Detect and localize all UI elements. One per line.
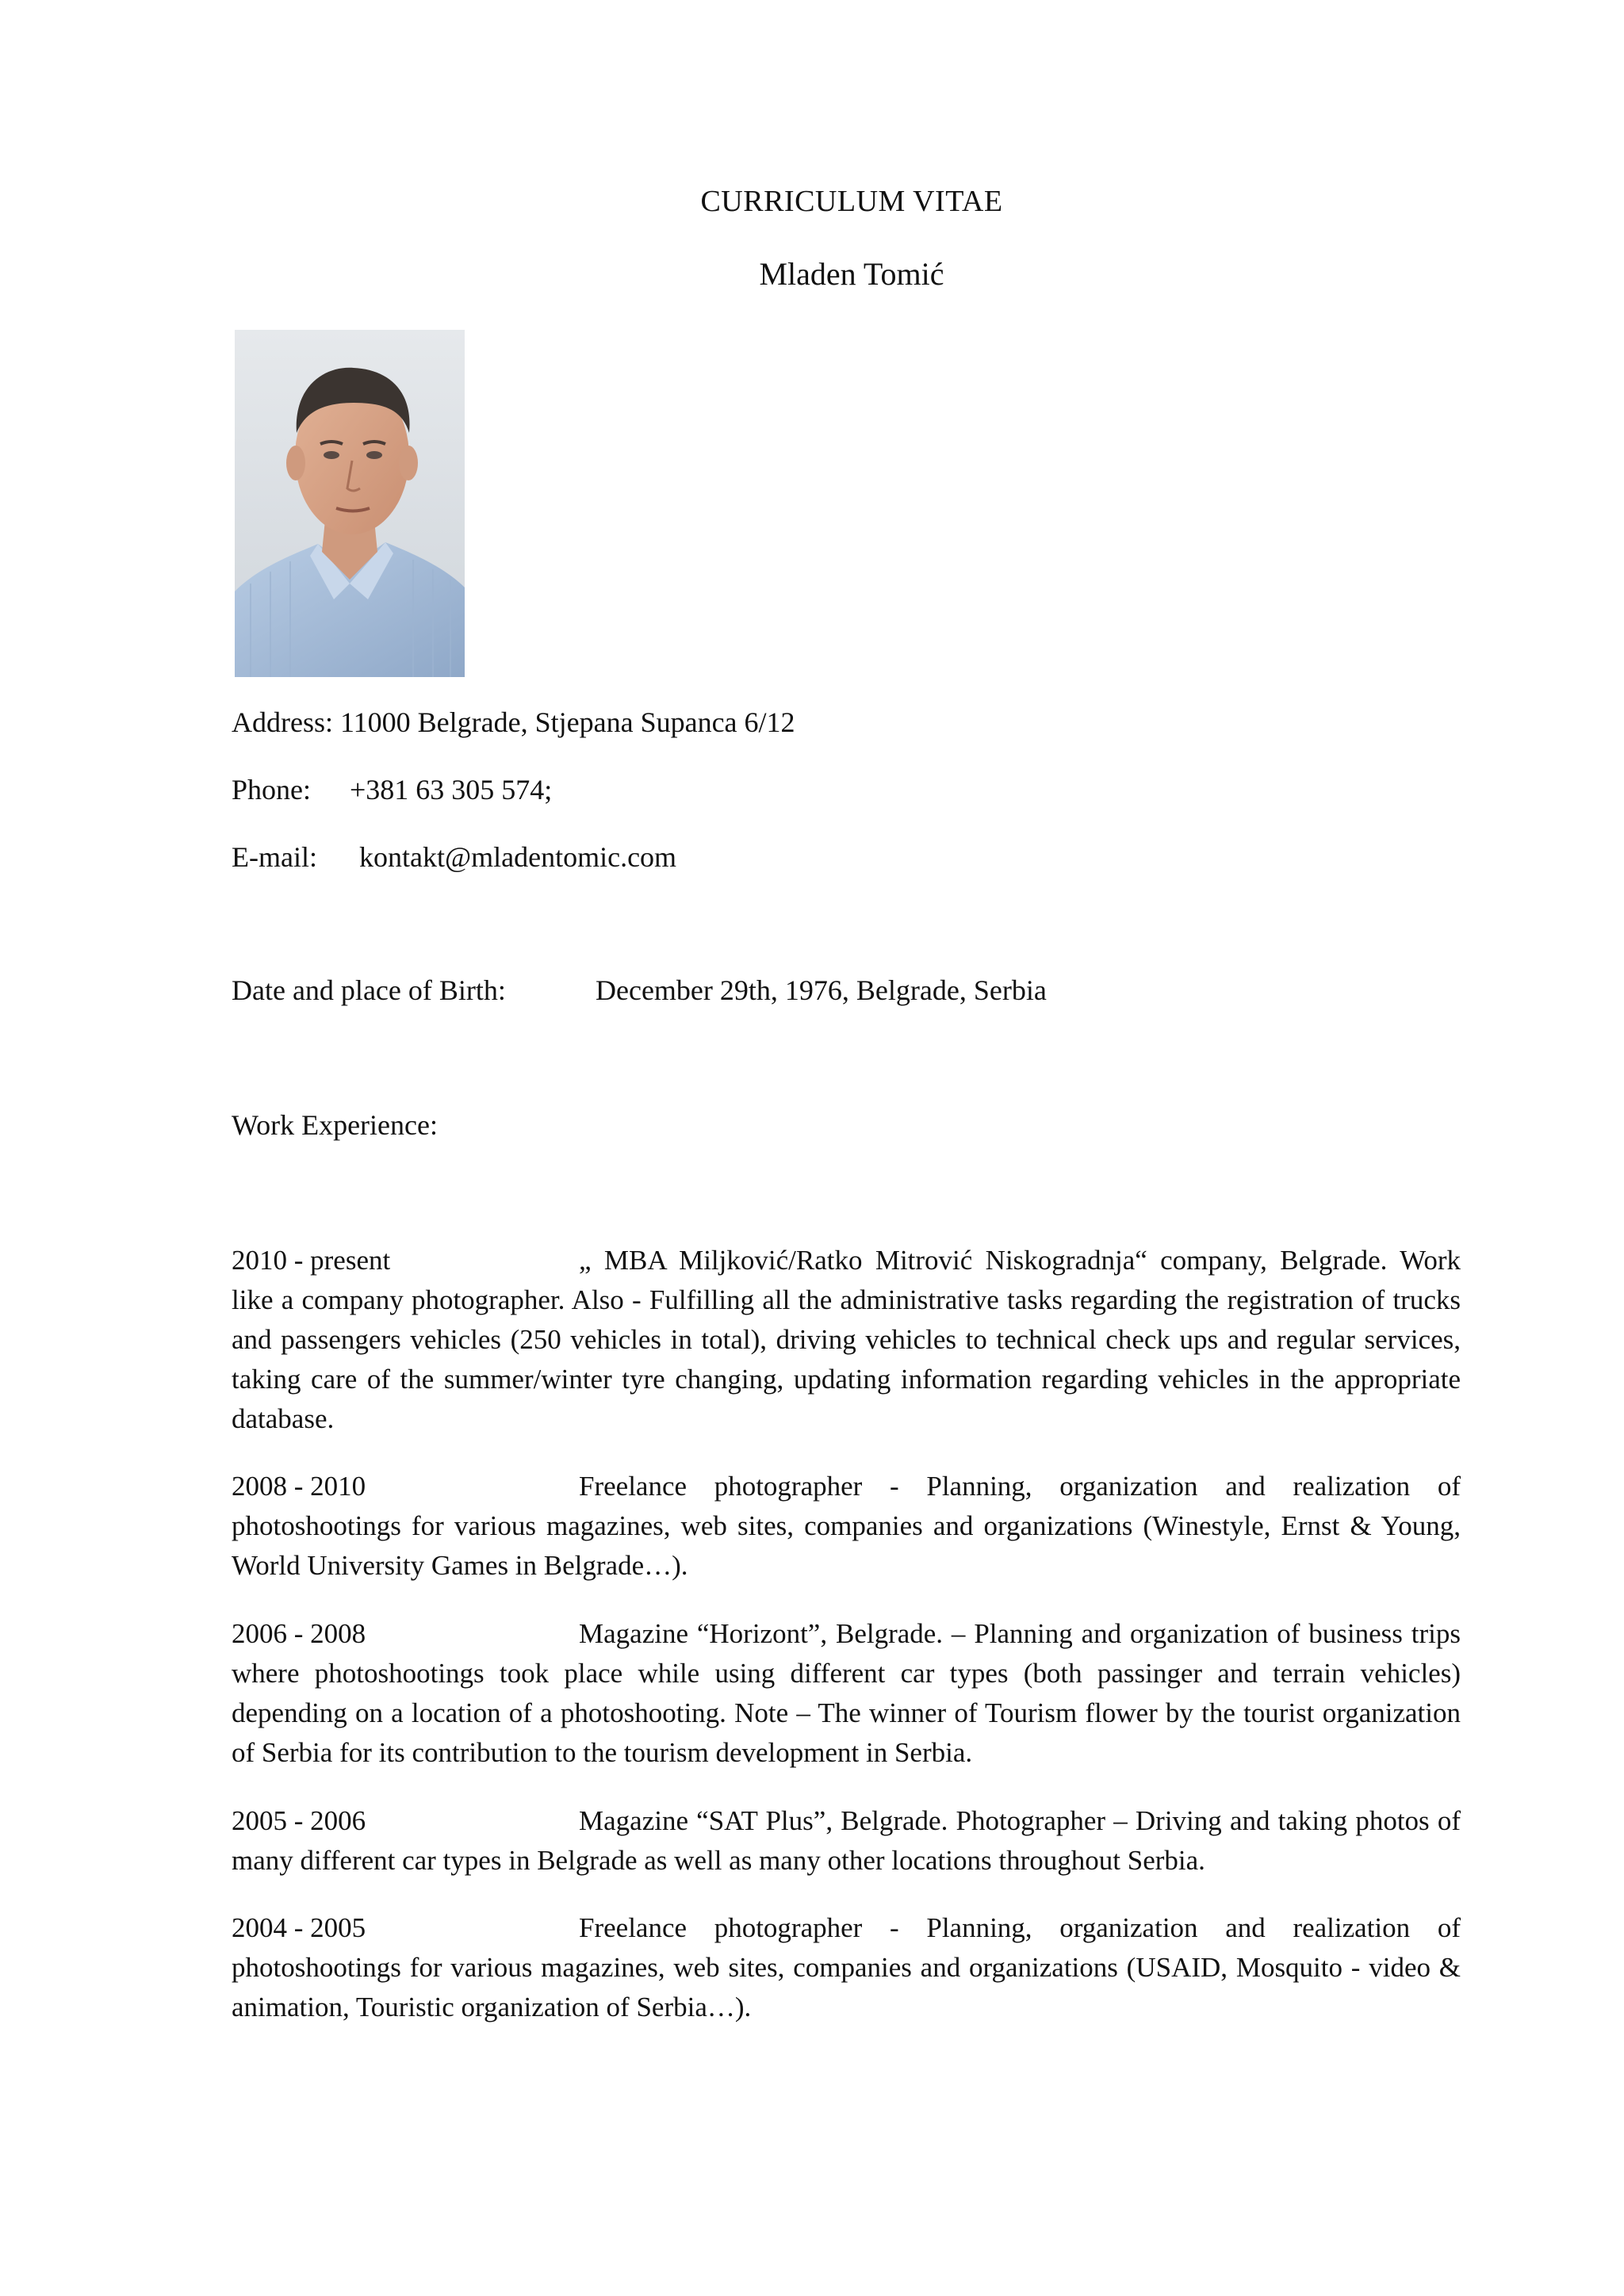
job-entry — [232, 1908, 1461, 2027]
profile-photo — [235, 330, 465, 677]
birth-value: December 29th, 1976, Belgrade, Serbia — [596, 974, 1047, 1006]
birth-label: Date and place of Birth: — [232, 974, 506, 1006]
job-period: 2008 - 2010 — [232, 1471, 366, 1502]
address-label: Address: — [232, 706, 333, 738]
email-value: kontakt@mladentomic.com — [359, 841, 677, 873]
job-description: Magazine “SAT Plus”, Belgrade. Photographer – Driving and taking photos of many different car types in Belgrade as well as many other locations throughout Serbia. — [232, 1805, 1461, 1876]
job-description: „ MBA Miljković/Ratko Mitrović Niskogradnja“ company, Belgrade. Work like a company photographer. Also - Fulfilling all the administrative tasks regarding the registration of trucks and passengers vehicles (250 vehicles in total), driving vehicles to technical check ups and regular services, taking care of the summer/winter tyre changing, updating information regarding vehicles in the appropriate database. — [232, 1245, 1461, 1434]
email-line — [232, 840, 676, 874]
job-description: Freelance photographer - Planning, organization and realization of photoshootings for various magazines, web sites, companies and organizations (Winestyle, Ernst & Young, World University Games in Belgrade…). — [232, 1471, 1461, 1581]
job-entry — [232, 1467, 1461, 1586]
job-description: Freelance photographer - Planning, organization and realization of photoshootings for various magazines, web sites, companies and organizations (USAID, Mosquito - video & animation, Touristic organization of Serbia…). — [232, 1912, 1461, 2022]
address-line — [232, 706, 795, 739]
document-title: CURRICULUM VITAE — [700, 185, 1003, 218]
job-entry — [232, 1801, 1461, 1881]
person-name: Mladen Tomić — [759, 256, 944, 292]
job-period: 2005 - 2006 — [232, 1805, 366, 1836]
job-entry — [232, 1614, 1461, 1773]
job-description: Magazine “Horizont”, Belgrade. – Planning and organization of business trips where photoshootings took place while using different car types (both passinger and terrain vehicles) depending on a location of a photoshooting. Note – The winner of Tourism flower by the tourist organization of Serbia for its contribution to the tourism development in Serbia. — [232, 1618, 1461, 1768]
job-period: 2010 - present — [232, 1245, 391, 1276]
phone-value: +381 63 305 574; — [350, 774, 553, 806]
birth-line — [232, 974, 1047, 1007]
work-experience-heading: Work Experience: — [232, 1109, 438, 1141]
address-value: 11000 Belgrade, Stjepana Supanca 6/12 — [340, 706, 795, 738]
job-period: 2004 - 2005 — [232, 1912, 366, 1943]
email-label: E-mail: — [232, 841, 317, 873]
job-period: 2006 - 2008 — [232, 1618, 366, 1649]
phone-line — [232, 773, 552, 806]
phone-label: Phone: — [232, 774, 312, 806]
job-entry — [232, 1241, 1461, 1439]
